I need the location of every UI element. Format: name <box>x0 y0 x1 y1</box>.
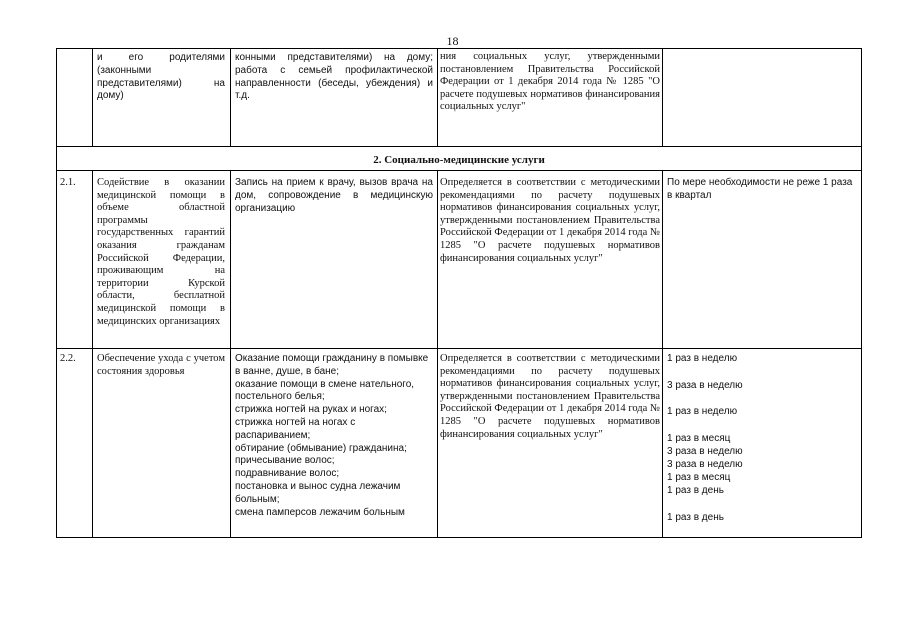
col-divider <box>437 48 438 146</box>
content-item: постановка и вынос судна лежачим больным; <box>235 480 401 505</box>
section-title: 2. Социально-медицинские услуги <box>373 154 545 166</box>
content-item: подравнивание волос; <box>235 468 340 480</box>
row-number: 2.1. <box>60 177 76 188</box>
norm-cell: Определяется в соответствии с методическими рекомендациями по расчету подушевых нормативов финансирования социальных услуг, утвержденными постановлением Правительства Российской Федерации от 1 декабря 2014 года № 1285 "О расчете подушевых нормативов финансирования социальных услуг" <box>440 353 660 440</box>
row-divider <box>56 146 862 147</box>
frequency-item: 3 раза в неделю <box>667 446 743 457</box>
table-top-border <box>56 48 862 49</box>
table-left-border <box>56 48 57 538</box>
content-item: Оказание помощи гражданину в помывке в ванне, душе, в бане; <box>235 353 429 377</box>
row-divider <box>56 348 862 349</box>
service-name-cell: Обеспечение ухода с учетом состояния здоровья <box>97 353 225 377</box>
frequency-item: 1 раз в неделю <box>667 353 738 364</box>
frequency-item: 3 раза в неделю <box>667 380 743 391</box>
content-item: стрижка ногтей на ногах с распариванием; <box>235 416 356 441</box>
frequency-item: 1 раз в месяц <box>667 433 731 444</box>
cont-norm-cell: ния социальных услуг, утвержденными постановлением Правительства Российской Федерации от 1 декабря 2014 года № 1285 "О расчете подушевых нормативов финансирования социальных услуг" <box>440 51 660 113</box>
service-name-cell: Содействие в оказании медицинской помощи в объеме областной программы государственных гарантий оказания гражданам Российской Федерации, проживающим на территории Курской области, бесплатной медицинской помощи в медицинских организациях <box>97 177 225 327</box>
col-divider <box>662 48 663 146</box>
content-item: стрижка ногтей на руках и ногах; <box>235 404 387 416</box>
col-divider <box>437 170 438 538</box>
table-right-border <box>861 48 862 538</box>
col-divider <box>92 48 93 146</box>
frequency-item: 3 раза в неделю <box>667 459 743 470</box>
norm-cell: Определяется в соответствии с методическими рекомендациями по расчету подушевых нормативов финансирования социальных услуг, утвержденными постановлением Правительства Российской Федерации от 1 декабря 2014 года № 1285 "О расчете подушевых нормативов финансирования социальных услуг" <box>440 177 660 264</box>
service-content-cell <box>235 353 431 519</box>
frequency-item: 1 раз в день <box>667 512 724 523</box>
row-number: 2.2. <box>60 353 76 364</box>
frequency-item: 1 раз в день <box>667 485 724 496</box>
service-content-cell: Запись на прием к врачу, вызов врача на дом, сопровождение в медицинскую организацию <box>235 177 433 214</box>
frequency-item: 1 раз в месяц <box>667 472 731 483</box>
col-divider <box>92 170 93 538</box>
services-table <box>56 48 862 538</box>
col-divider <box>662 170 663 538</box>
row-divider <box>56 170 862 171</box>
col-divider <box>230 170 231 538</box>
content-item: оказание помощи в смене нательного, постельного белья; <box>235 378 415 403</box>
frequency-cell: По мере необходимости не реже 1 раза в квартал <box>667 177 853 201</box>
cont-content-cell: конными представителями) на дому; работа с семьей профилактической направленности (беседы, убеждения) и т.д. <box>235 52 433 102</box>
cont-service-cell: и его родителями (законными представителями) на дому) <box>97 52 225 102</box>
content-item: смена памперсов лежачим больным <box>235 506 405 518</box>
content-item: обтирание (обмывание) гражданина; <box>235 442 407 454</box>
page-number: 18 <box>446 34 459 48</box>
frequency-item: 1 раз в неделю <box>667 406 738 417</box>
content-item: причесывание волос; <box>235 455 335 467</box>
table-bottom-border <box>56 537 862 538</box>
col-divider <box>230 48 231 146</box>
